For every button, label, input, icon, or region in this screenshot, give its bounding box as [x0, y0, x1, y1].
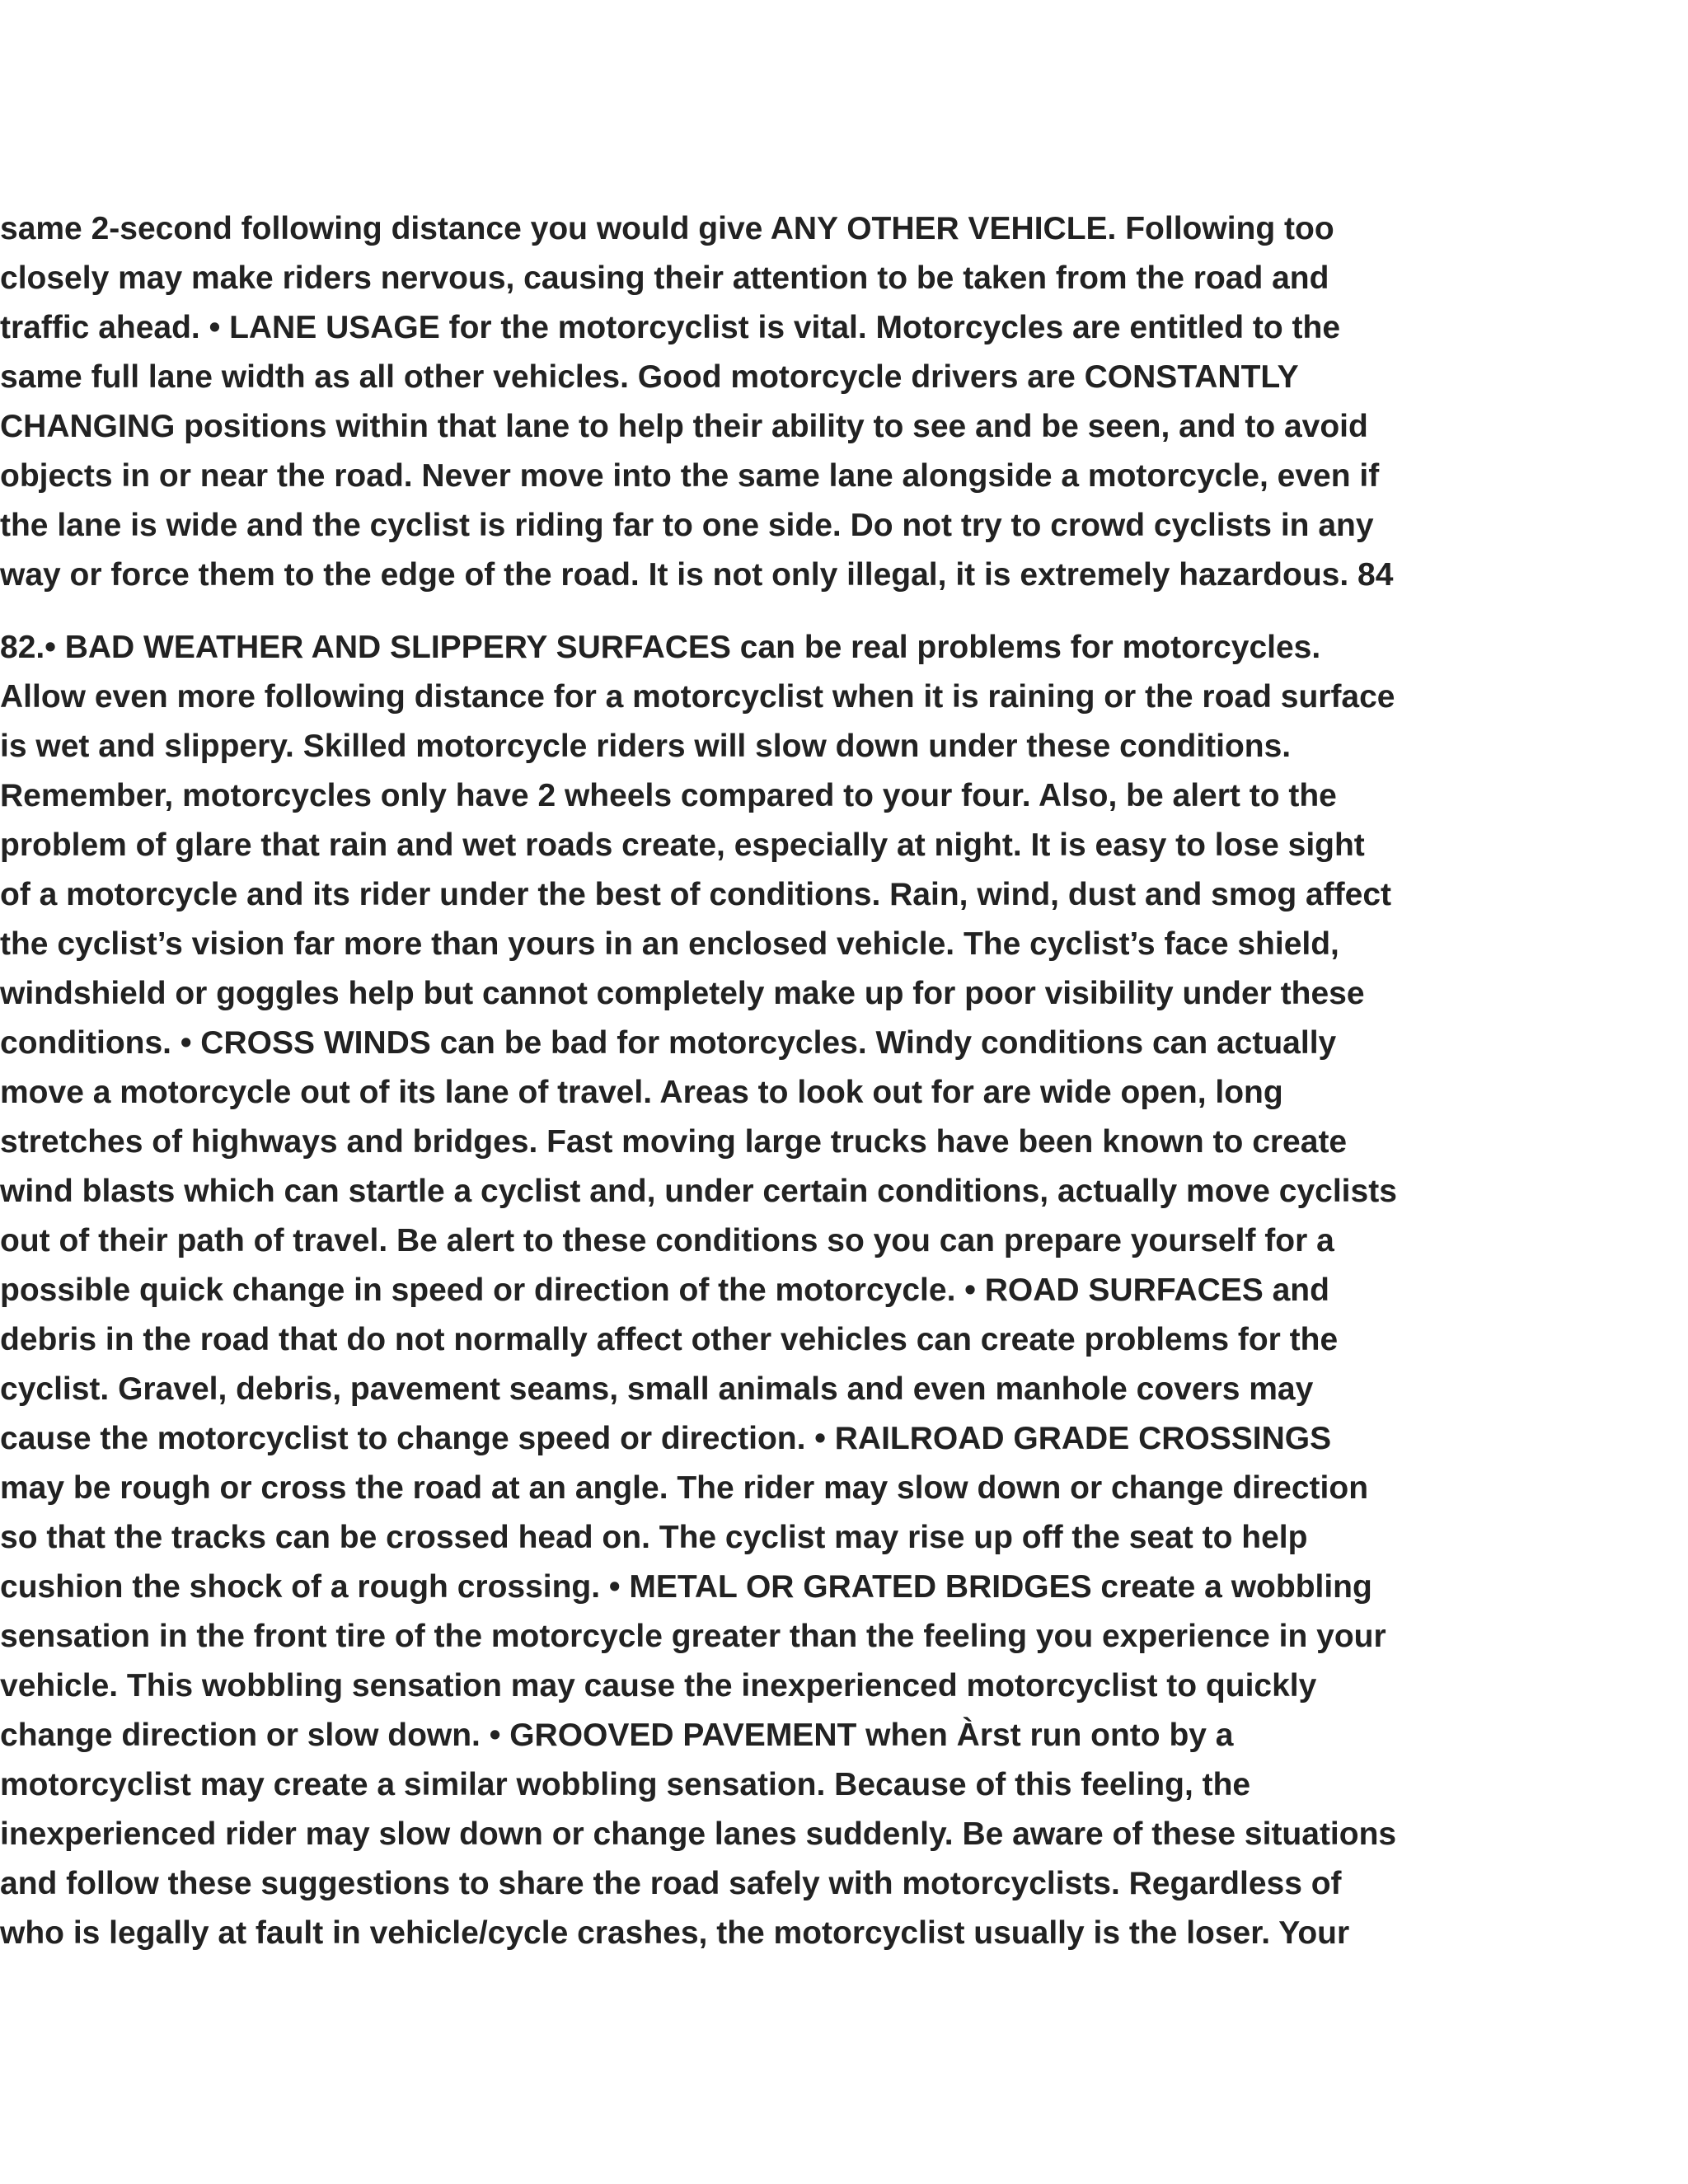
text-line: traffic ahead. • LANE USAGE for the motorcyclist is vital. Motorcycles are entitled to the: [0, 310, 1341, 345]
text-line: is wet and slippery. Skilled motorcycle riders will slow down under these conditions.: [0, 729, 1292, 764]
text-line: CHANGING positions within that lane to help their ability to see and be seen, and to avoid: [0, 409, 1368, 444]
text-line: the lane is wide and the cyclist is riding far to one side. Do not try to crowd cyclists in any: [0, 508, 1374, 543]
text-line: closely may make riders nervous, causing their attention to be taken from the road and: [0, 260, 1329, 296]
text-line: 82.• BAD WEATHER AND SLIPPERY SURFACES can be real problems for motorcycles.: [0, 630, 1321, 665]
text-line: objects in or near the road. Never move into the same lane alongside a motorcycle, even if: [0, 458, 1380, 494]
paragraph-bad-weather: [0, 623, 1467, 1958]
text-line: way or force them to the edge of the road. It is not only illegal, it is extremely hazardous. 84: [0, 557, 1394, 593]
text-line: change direction or slow down. • GROOVED PAVEMENT when Àrst run onto by a: [0, 1718, 1234, 1753]
text-line: of a motorcycle and its rider under the best of conditions. Rain, wind, dust and smog affect: [0, 877, 1392, 912]
text-line: cushion the shock of a rough crossing. • METAL OR GRATED BRIDGES create a wobbling: [0, 1569, 1372, 1605]
text-line: possible quick change in speed or direction of the motorcycle. • ROAD SURFACES and: [0, 1272, 1329, 1308]
text-line: windshield or goggles help but cannot completely make up for poor visibility under these: [0, 976, 1365, 1011]
paragraph-lane-usage: [0, 204, 1467, 600]
text-line: who is legally at fault in vehicle/cycle crashes, the motorcyclist usually is the loser. Your: [0, 1915, 1350, 1951]
text-line: Remember, motorcycles only have 2 wheels compared to your four. Also, be alert to the: [0, 778, 1337, 813]
text-line: debris in the road that do not normally affect other vehicles can create problems for the: [0, 1322, 1339, 1357]
text-line: vehicle. This wobbling sensation may cause the inexperienced motorcyclist to quickly: [0, 1668, 1317, 1704]
text-line: cause the motorcyclist to change speed or direction. • RAILROAD GRADE CROSSINGS: [0, 1421, 1332, 1456]
text-line: may be rough or cross the road at an angle. The rider may slow down or change direction: [0, 1470, 1369, 1506]
text-line: Allow even more following distance for a motorcyclist when it is raining or the road surface: [0, 679, 1395, 715]
text-line: move a motorcycle out of its lane of travel. Areas to look out for are wide open, long: [0, 1075, 1283, 1110]
text-line: and follow these suggestions to share the road safely with motorcyclists. Regardless of: [0, 1866, 1342, 1901]
text-line: stretches of highways and bridges. Fast moving large trucks have been known to create: [0, 1124, 1348, 1160]
text-line: conditions. • CROSS WINDS can be bad for motorcycles. Windy conditions can actually: [0, 1025, 1337, 1061]
text-line: problem of glare that rain and wet roads create, especially at night. It is easy to lose sight: [0, 827, 1365, 863]
text-line: same 2-second following distance you would give ANY OTHER VEHICLE. Following too: [0, 211, 1334, 246]
text-line: motorcyclist may create a similar wobbling sensation. Because of this feeling, the: [0, 1767, 1251, 1802]
text-line: sensation in the front tire of the motorcycle greater than the feeling you experience in your: [0, 1619, 1386, 1654]
text-line: wind blasts which can startle a cyclist and, under certain conditions, actually move cyclists: [0, 1174, 1397, 1209]
text-line: the cyclist’s vision far more than yours in an enclosed vehicle. The cyclist’s face shield,: [0, 926, 1339, 962]
text-line: so that the tracks can be crossed head on. The cyclist may rise up off the seat to help: [0, 1520, 1308, 1555]
text-line: out of their path of travel. Be alert to these conditions so you can prepare yourself for a: [0, 1223, 1334, 1258]
text-line: same full lane width as all other vehicles. Good motorcycle drivers are CONSTANTLY: [0, 359, 1299, 395]
text-line: cyclist. Gravel, debris, pavement seams, small animals and even manhole covers may: [0, 1371, 1314, 1407]
text-line: inexperienced rider may slow down or change lanes suddenly. Be aware of these situations: [0, 1816, 1397, 1852]
